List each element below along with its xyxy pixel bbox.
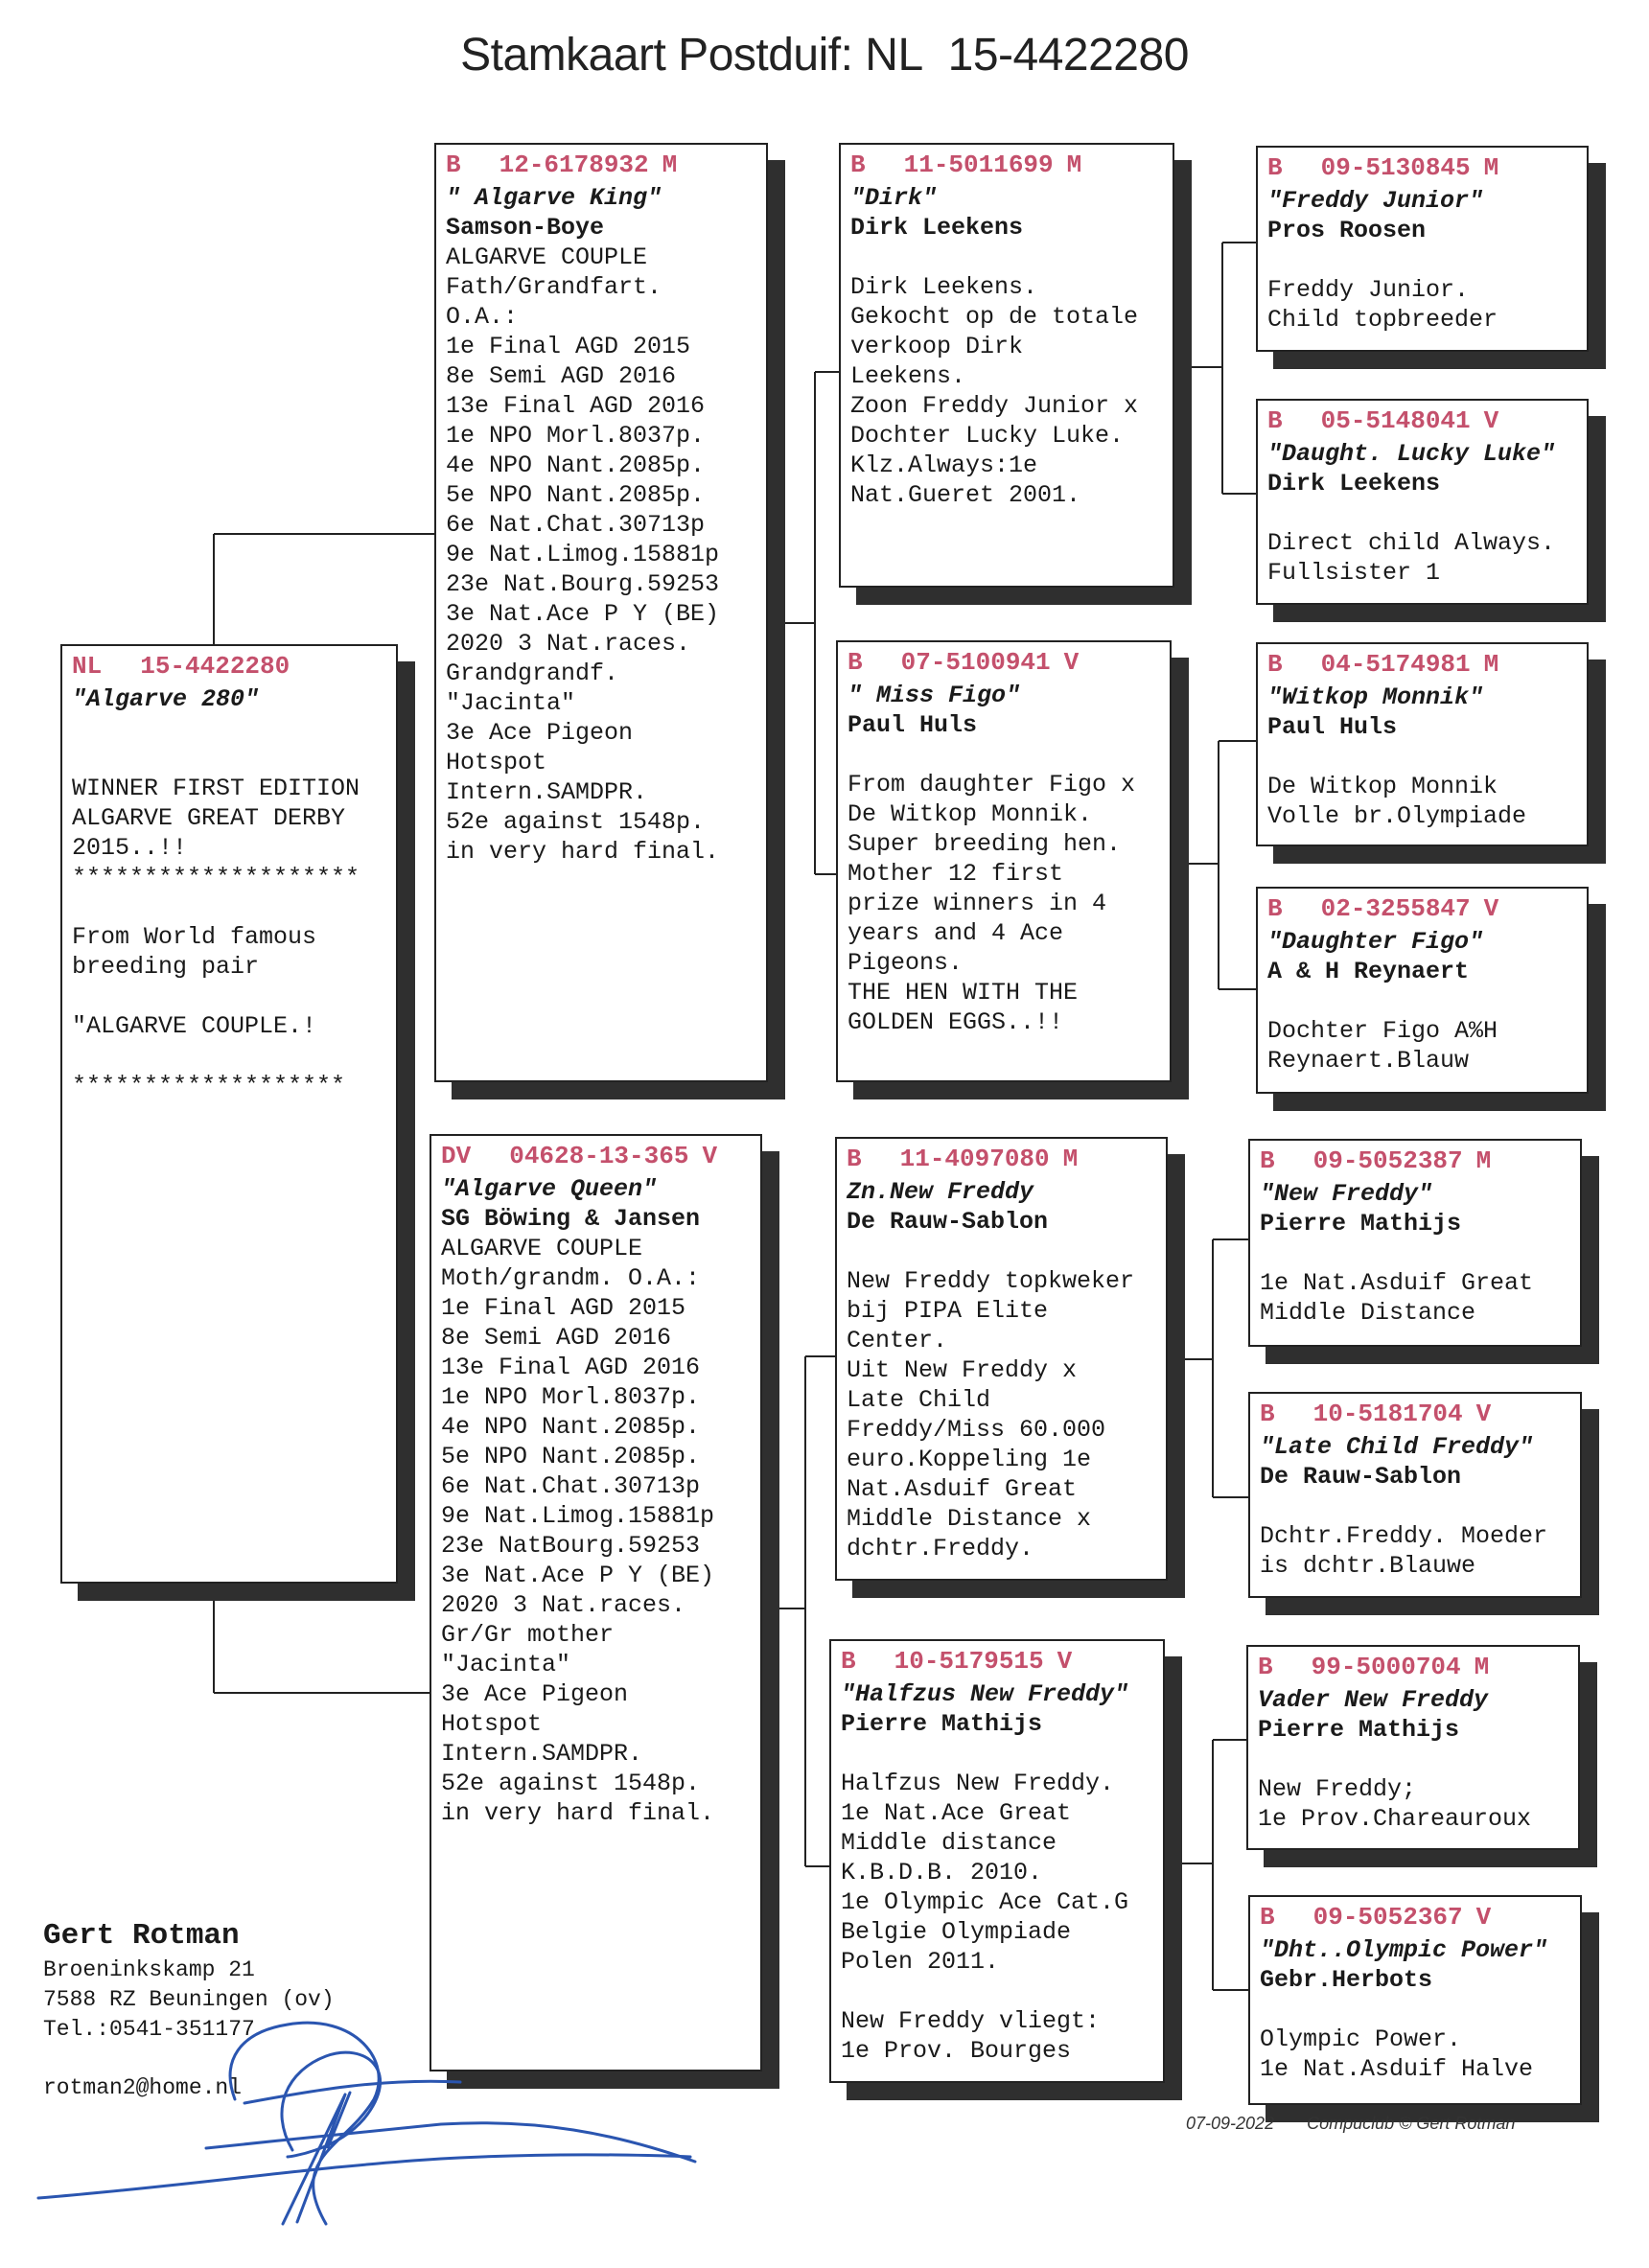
breeder-email: rotman2@home.nl [43,2075,243,2100]
pigeon-notes: From daughter Figo x De Witkop Monnik. Super breeding hen. Mother 12 first prize winners in 4 years and 4 Ace Pigeons. THE HEN WITH THE GOLDEN EGGS..!! [848,771,1136,1036]
pigeon-notes: Dirk Leekens. Gekocht op de totale verkoop Dirk Leekens. Zoon Freddy Junior x Dochter Lucky Luke. Klz.Always:1e Nat.Gueret 2001. [850,273,1139,509]
sex-code: M [1062,1145,1079,1173]
pigeon-notes: Halfzus New Freddy. 1e Nat.Ace Great Middle distance K.B.D.B. 2010. 1e Olympic Ace Cat.G Belgie Olympiade Polen 2011. New Freddy vliegt: 1e Prov. Bourges [841,1770,1129,2065]
pigeon-notes: 1e Nat.Asduif Great Middle Distance [1260,1269,1534,1327]
copyright: Compuclub © Gert Rotman [1307,2114,1516,2133]
pigeon-notes: Direct child Always. Fullsister 1 [1267,529,1556,587]
pigeon-name: "Daughter Figo" [1267,928,1484,956]
pigeon-name: "Witkop Monnik" [1267,683,1484,711]
pigeon-name: "Dirk" [850,184,938,212]
country-code: B [1260,1146,1275,1175]
ring-number: 11-5011699 [903,150,1054,179]
sex-code: V [702,1142,718,1170]
ring-number: 10-5179515 [894,1647,1044,1676]
breeder-street: Broeninkskamp 21 [43,1957,255,1982]
country-code: B [1260,1400,1275,1428]
country-code: B [446,150,461,179]
pigeon-notes: ALGARVE COUPLE Moth/grandm. O.A.: 1e Final AGD 2015 8e Semi AGD 2016 13e Final AGD 2016 1e NPO Morl.8037p. 4e NPO Nant.2085p. 5e NPO Nant.2085p. 6e Nat.Chat.30713p 9e Nat.Limog.15881p 23e NatBourg.59253 3e Nat.Ace P Y (BE) 2020 3 Nat.races. Gr/Gr mother "Jacinta" 3e Ace Pigeon Hotspot Intern.SAMDPR. 52e against 1548p. in very hard final. [441,1235,715,1827]
country-code: B [1267,650,1283,679]
country-code: NL [72,652,103,681]
pigeon-notes: ALGARVE COUPLE Fath/Grandfart. O.A.: 1e Final AGD 2015 8e Semi AGD 2016 13e Final AGD 2016 1e NPO Morl.8037p. 4e NPO Nant.2085p. 5e NPO Nant.2085p. 6e Nat.Chat.30713p 9e Nat.Limog.15881p 23e Nat.Bourg.59253 3e Nat.Ace P Y (BE) 2020 3 Nat.races. Grandgrandf. "Jacinta" 3e Ace Pigeon Hotspot Intern.SAMDPR. 52e against 1548p. in very hard final. [446,243,720,866]
pigeon-name: Zn.New Freddy [847,1178,1034,1206]
country-code: B [850,150,866,179]
pigeon-notes: Dchtr.Freddy. Moeder is dchtr.Blauwe [1260,1522,1548,1580]
sex-code: V [1063,648,1080,677]
pigeon-owner: Pierre Mathijs [1258,1716,1460,1744]
sex-code: M [1066,150,1082,179]
sex-code: M [1483,153,1499,182]
pigeon-owner: Pros Roosen [1267,217,1427,244]
pigeon-owner: Pierre Mathijs [841,1710,1043,1738]
pigeon-name: "Daught. Lucky Luke" [1267,440,1556,468]
breeder-city: 7588 RZ Beuningen (ov) [43,1987,335,2012]
pigeon-name: "Late Child Freddy" [1260,1433,1534,1461]
country-code: B [1267,153,1283,182]
sex-code: M [1474,1653,1490,1681]
sex-code: V [1483,406,1499,435]
pigeon-name: "New Freddy" [1260,1180,1433,1208]
pigeon-owner: SG Böwing & Jansen [441,1205,701,1233]
title-prefix: Stamkaart Postduif: NL [460,30,923,81]
pigeon-owner: Pierre Mathijs [1260,1210,1462,1238]
country-code: B [841,1647,856,1676]
pigeon-name: "Algarve Queen" [441,1175,658,1203]
pigeon-name: " Miss Figo" [848,682,1021,709]
sex-code: M [1483,650,1499,679]
pigeon-owner: Paul Huls [848,711,978,739]
pigeon-notes: De Witkop Monnik Volle br.Olympiade [1267,773,1527,830]
pigeon-name: "Dht..Olympic Power" [1260,1936,1548,1964]
ring-number: 99-5000704 [1311,1653,1461,1681]
title-ring: 15-4422280 [947,30,1189,81]
pigeon-name: "Algarve 280" [72,685,260,713]
pigeon-owner: De Rauw-Sablon [847,1208,1049,1236]
pigeon-name: Vader New Freddy [1258,1686,1489,1714]
sex-code: V [1057,1647,1073,1676]
ring-number: 10-5181704 [1312,1400,1463,1428]
pigeon-notes: Olympic Power. 1e Nat.Asduif Halve [1260,2025,1534,2083]
pigeon-notes: New Freddy; 1e Prov.Chareauroux [1258,1775,1532,1833]
pigeon-owner: A & H Reynaert [1267,958,1470,985]
pigeon-name: " Algarve King" [446,184,662,212]
pigeon-name: "Halfzus New Freddy" [841,1680,1129,1708]
country-code: DV [441,1142,472,1170]
pigeon-owner: Samson-Boye [446,214,605,242]
pigeon-name: "Freddy Junior" [1267,187,1484,215]
ring-number: 09-5130845 [1320,153,1471,182]
country-code: B [848,648,863,677]
sex-code: V [1475,1903,1492,1932]
sex-code: V [1483,894,1499,923]
pigeon-owner: De Rauw-Sablon [1260,1463,1462,1491]
pigeon-owner: Dirk Leekens [850,214,1024,242]
ring-number: 02-3255847 [1320,894,1471,923]
breeder-phone: Tel.:0541-351177 [43,2017,255,2042]
footer [1186,2114,1515,2134]
ring-number: 09-5052367 [1312,1903,1463,1932]
country-code: B [1267,894,1283,923]
ring-number: 15-4422280 [140,652,290,681]
sex-code: M [662,150,678,179]
pigeon-notes: New Freddy topkweker bij PIPA Elite Center. Uit New Freddy x Late Child Freddy/Miss 60.000 euro.Koppeling 1e Nat.Asduif Great Middle Distance x dchtr.Freddy. [847,1267,1135,1562]
ring-number: 05-5148041 [1320,406,1471,435]
breeder-name: Gert Rotman [43,1919,240,1953]
ring-number: 11-4097080 [899,1145,1050,1173]
country-code: B [1260,1903,1275,1932]
pigeon-notes: Dochter Figo A%H Reynaert.Blauw [1267,1017,1498,1075]
ring-number: 07-5100941 [900,648,1051,677]
pigeon-notes: Freddy Junior. Child topbreeder [1267,276,1498,334]
country-code: B [1267,406,1283,435]
ring-number: 04628-13-365 [509,1142,689,1170]
country-code: B [847,1145,862,1173]
sex-code: M [1475,1146,1492,1175]
pigeon-owner: Dirk Leekens [1267,470,1441,498]
pigeon-notes: WINNER FIRST EDITION ALGARVE GREAT DERBY 2015..!! ******************** From World famous breeding pair "ALGARVE COUPLE.! ******************* [72,775,360,1099]
ring-number: 09-5052387 [1312,1146,1463,1175]
pigeon-owner: Paul Huls [1267,713,1398,741]
print-date: 07-09-2022 [1186,2114,1275,2133]
pigeon-owner: Gebr.Herbots [1260,1966,1433,1994]
sex-code: V [1475,1400,1492,1428]
country-code: B [1258,1653,1273,1681]
ring-number: 04-5174981 [1320,650,1471,679]
ring-number: 12-6178932 [499,150,649,179]
